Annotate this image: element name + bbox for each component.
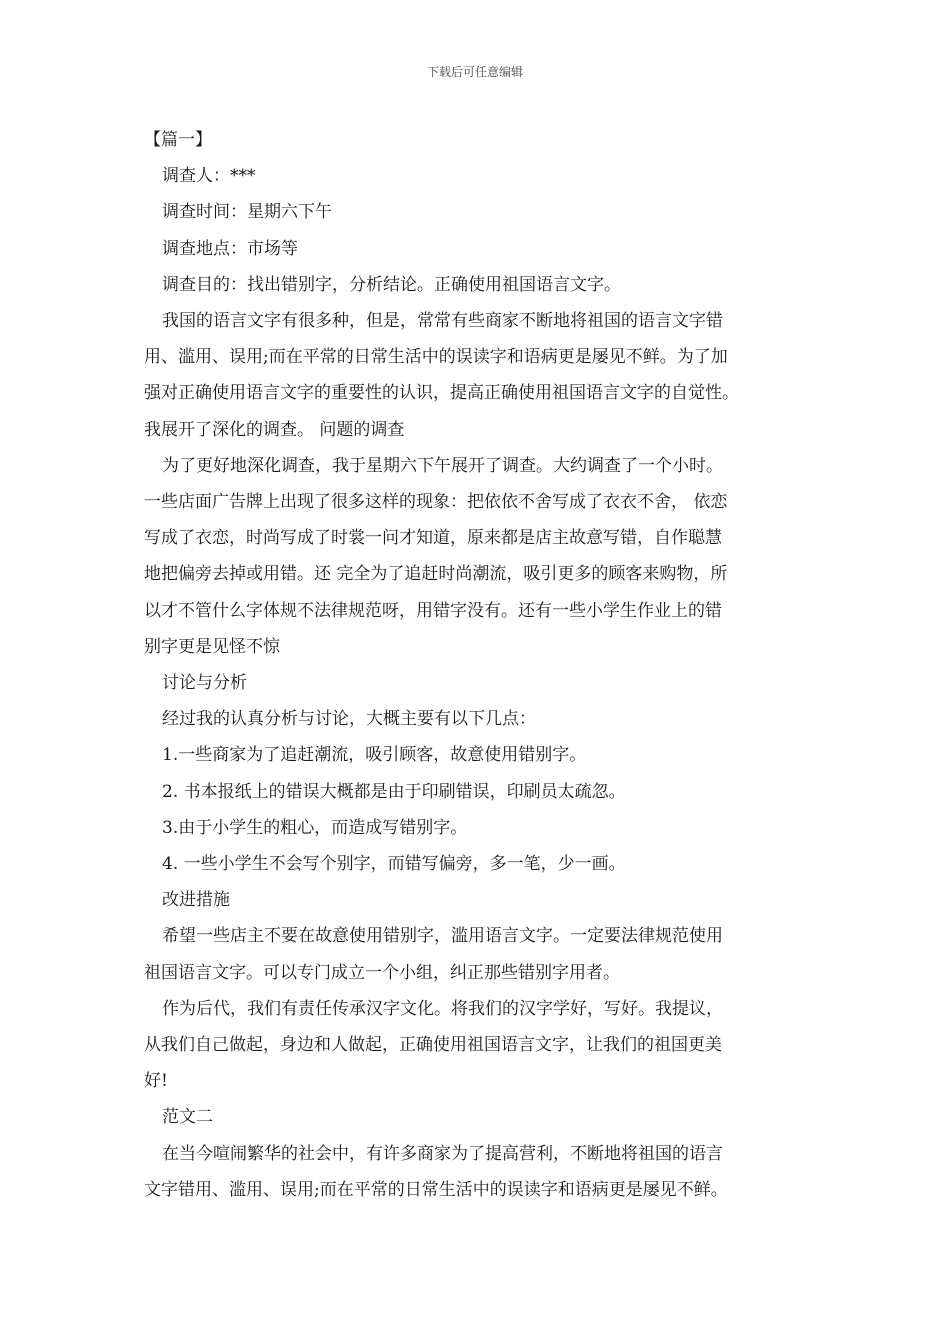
text-line: 调查人：*** (162, 166, 256, 187)
text-line: 强对正确使用语言文字的重要性的认识，提高正确使用祖国语言文字的自觉性。 (144, 383, 739, 404)
text-line: 用、滥用、误用;而在平常的日常生活中的误读字和语病更是屡见不鲜。为了加 (144, 347, 728, 368)
text-line: 以才不管什么字体规不法律规范呀，用错字没有。还有一些小学生作业上的错 (144, 600, 722, 621)
text-line: 作为后代，我们有责任传承汉字文化。将我们的汉字学好，写好。我提议， (162, 998, 723, 1019)
text-line: 一些店面广告牌上出现了很多这样的现象：把依依不舍写成了衣衣不舍， 依恋 (144, 492, 728, 513)
text-line: 【篇一】 (144, 130, 212, 150)
text-line: 我国的语言文字有很多种，但是，常常有些商家不断地将祖国的语言文字错 (162, 311, 723, 332)
text-line: 别字更是见怪不惊 (144, 636, 280, 657)
text-line: 希望一些店主不要在故意使用错别字，滥用语言文字。一定要法律规范使用 (162, 926, 723, 947)
text-line: 在当今喧闹繁华的社会中，有许多商家为了提高营利，不断地将祖国的语言 (162, 1143, 723, 1164)
text-line: 写成了衣恋，时尚写成了时裳一问才知道，原来都是店主故意写错，自作聪慧 (144, 528, 722, 549)
text-line: 3.由于小学生的粗心，而造成写错别字。 (162, 817, 468, 838)
text-line: 文字错用、滥用、误用;而在平常的日常生活中的误读字和语病更是屡见不鲜。 (144, 1179, 728, 1200)
text-line: 1.一些商家为了追赶潮流，吸引顾客，故意使用错别字。 (162, 745, 587, 766)
text-line: 改进措施 (162, 890, 230, 911)
text-line: 地把偏旁去掉或用错。还 完全为了追赶时尚潮流，吸引更多的顾客来购物，所 (144, 564, 728, 585)
page-header: 下载后可任意编辑 (426, 65, 523, 79)
text-line: 经过我的认真分析与讨论，大概主要有以下几点： (162, 709, 536, 730)
text-line: 2. 书本报纸上的错误大概都是由于印刷错误，印刷员太疏忽。 (162, 781, 626, 802)
text-line: 从我们自己做起，身边和人做起，正确使用祖国语言文字，让我们的祖国更美 (144, 1035, 722, 1056)
text-line: 好! (144, 1071, 168, 1092)
text-line: 调查地点：市场等 (162, 238, 298, 259)
text-line: 调查目的：找出错别字，分析结论。正确使用祖国语言文字。 (162, 274, 621, 295)
text-line: 我展开了深化的调查。 问题的调查 (144, 419, 405, 440)
text-line: 4. 一些小学生不会写个别字，而错写偏旁，多一笔，少一画。 (162, 854, 626, 875)
document-body (144, 122, 824, 1208)
text-line: 祖国语言文字。可以专门成立一个小组，纠正那些错别字用者。 (144, 962, 620, 983)
text-line: 讨论与分析 (162, 673, 247, 694)
text-line: 调查时间：星期六下午 (162, 202, 332, 223)
text-line: 为了更好地深化调查，我于星期六下午展开了调查。大约调查了一个小时。 (162, 455, 723, 476)
text-line: 范文二 (162, 1107, 213, 1128)
